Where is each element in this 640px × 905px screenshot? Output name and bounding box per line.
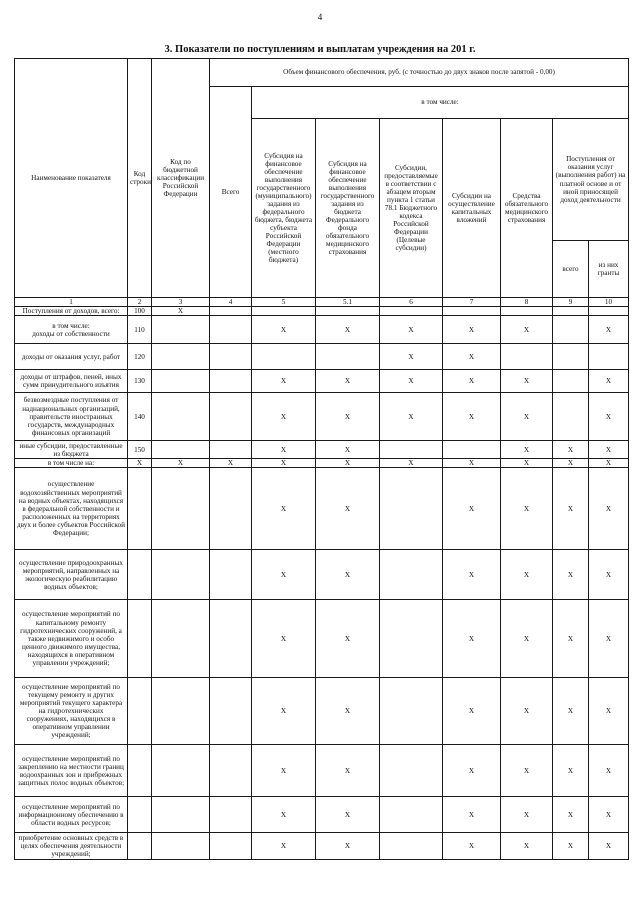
row-cell <box>380 550 443 600</box>
row-name: Поступления от доходов, всего: <box>15 307 128 316</box>
row-cell: X <box>316 600 380 678</box>
row-code <box>128 678 152 745</box>
row-cell <box>210 550 252 600</box>
row-cell: X <box>553 745 589 797</box>
row-cell <box>553 307 589 316</box>
row-cell: X <box>443 316 501 344</box>
row-cell <box>152 468 210 550</box>
row-cell <box>210 468 252 550</box>
row-cell: X <box>501 441 553 459</box>
row-cell <box>443 307 501 316</box>
row-cell: X <box>501 459 553 468</box>
page-number: 4 <box>317 12 323 22</box>
row-cell: X <box>152 307 210 316</box>
table-body <box>15 307 629 860</box>
row-cell: X <box>553 600 589 678</box>
row-cell: X <box>252 468 316 550</box>
header-subsidy-capital: Субсидии на осуществление капитальных вложений <box>443 119 501 298</box>
row-cell: X <box>589 468 629 550</box>
row-cell: X <box>443 344 501 370</box>
row-cell: X <box>589 797 629 833</box>
header-total: Всего <box>210 87 252 298</box>
row-cell: X <box>589 441 629 459</box>
row-cell <box>210 441 252 459</box>
row-code: X <box>128 459 152 468</box>
row-cell <box>152 370 210 393</box>
row-cell: X <box>501 550 553 600</box>
row-name: осуществление водохозяйственных мероприятий на водных объектах, находящихся в федеральной собственности и расположенных на территориях двух и более субъектов Российской Федерации; <box>15 468 128 550</box>
row-cell: X <box>252 370 316 393</box>
row-cell <box>152 441 210 459</box>
row-cell: X <box>316 550 380 600</box>
table-row <box>15 797 629 833</box>
row-cell <box>210 745 252 797</box>
row-cell: X <box>380 344 443 370</box>
row-cell <box>152 393 210 441</box>
row-code: 120 <box>128 344 152 370</box>
col-number: 6 <box>380 298 443 307</box>
row-cell: X <box>380 316 443 344</box>
row-cell <box>380 307 443 316</box>
row-cell <box>380 441 443 459</box>
row-cell <box>380 600 443 678</box>
row-cell <box>380 797 443 833</box>
row-cell <box>152 600 210 678</box>
table-row <box>15 550 629 600</box>
row-cell: X <box>316 833 380 860</box>
row-cell <box>210 307 252 316</box>
row-name: осуществление мероприятий по закреплению на местности границ водоохранных зон и прибрежных защитных полос водных объектов; <box>15 745 128 797</box>
row-name: осуществление мероприятий по информационному обеспечению в области водных ресурсов; <box>15 797 128 833</box>
row-code: 100 <box>128 307 152 316</box>
table-row <box>15 833 629 860</box>
row-code: 150 <box>128 441 152 459</box>
row-name: безвозмездные поступления от наднациональных организаций, правительств иностранных государств, международных финансовых организаций <box>15 393 128 441</box>
table-row <box>15 600 629 678</box>
header-paid-services: Поступления от оказания услуг (выполнения работ) на платной основе и от иной приносящей доход деятельности <box>553 119 629 241</box>
row-name: осуществление мероприятий по текущему ремонту и других мероприятий текущего характера на гидротехнических сооружениях, находящихся в оперативном управлении учреждений; <box>15 678 128 745</box>
row-cell: X <box>501 393 553 441</box>
page-title: 3. Показатели по поступлениям и выплатам учреждения на 201 г. <box>164 44 476 55</box>
row-cell <box>252 344 316 370</box>
row-cell: X <box>501 370 553 393</box>
table-row <box>15 307 629 316</box>
row-cell: X <box>152 459 210 468</box>
row-cell <box>152 745 210 797</box>
row-name: осуществление природоохранных мероприятий, направленных на экологическую реабилитацию водных объектов; <box>15 550 128 600</box>
row-name: иные субсидии, предоставленные из бюджета <box>15 441 128 459</box>
row-cell: X <box>553 833 589 860</box>
row-name: осуществление мероприятий по капитальному ремонту гидротехнических сооружений, а также недвижимого и особо ценного движимого имущества, находящихся в оперативном управлении учреждений; <box>15 600 128 678</box>
row-cell: X <box>443 678 501 745</box>
row-cell <box>210 370 252 393</box>
row-cell: X <box>443 550 501 600</box>
row-code <box>128 745 152 797</box>
row-cell <box>553 393 589 441</box>
row-name: доходы от штрафов, пеней, иных сумм принудительного изъятия <box>15 370 128 393</box>
row-cell <box>210 316 252 344</box>
col-number: 9 <box>553 298 589 307</box>
row-cell <box>380 833 443 860</box>
col-number: 4 <box>210 298 252 307</box>
row-cell: X <box>316 459 380 468</box>
row-cell <box>501 344 553 370</box>
row-cell: X <box>252 797 316 833</box>
table-row <box>15 678 629 745</box>
row-cell <box>553 370 589 393</box>
row-cell <box>380 745 443 797</box>
row-cell: X <box>443 393 501 441</box>
row-cell <box>152 678 210 745</box>
header-grants: из них гранты <box>589 241 629 298</box>
table-row <box>15 745 629 797</box>
row-cell: X <box>316 441 380 459</box>
header-subsidy-target: Субсидии, предоставляемые в соответствии с абзацем вторым пункта 1 статьи 78.1 Бюджетного кодекса Российской Федерации (Целевые субсидии) <box>380 119 443 298</box>
row-cell <box>380 468 443 550</box>
col-number: 5.1 <box>316 298 380 307</box>
row-cell: X <box>501 316 553 344</box>
row-code <box>128 550 152 600</box>
row-cell <box>210 678 252 745</box>
row-cell <box>210 797 252 833</box>
col-number: 1 <box>15 298 128 307</box>
row-cell: X <box>252 600 316 678</box>
row-cell: X <box>210 459 252 468</box>
row-cell: X <box>443 745 501 797</box>
row-name: доходы от оказания услуг, работ <box>15 344 128 370</box>
row-cell: X <box>553 678 589 745</box>
col-number: 8 <box>501 298 553 307</box>
col-number: 2 <box>128 298 152 307</box>
row-cell <box>553 316 589 344</box>
row-cell: X <box>252 393 316 441</box>
row-cell: X <box>380 393 443 441</box>
row-code: 130 <box>128 370 152 393</box>
row-cell <box>210 600 252 678</box>
header-volume: Объем финансового обеспечения, руб. (с точностью до двух знаков после запятой - 0,00) <box>210 59 629 87</box>
row-cell <box>210 393 252 441</box>
col-number: 5 <box>252 298 316 307</box>
row-code: 110 <box>128 316 152 344</box>
row-cell <box>589 344 629 370</box>
header-including: в том числе: <box>252 87 629 119</box>
row-cell: X <box>316 370 380 393</box>
row-cell <box>316 344 380 370</box>
table-row <box>15 344 629 370</box>
row-cell: X <box>443 797 501 833</box>
row-cell: X <box>589 459 629 468</box>
row-cell: X <box>380 459 443 468</box>
header-code: Код строки <box>128 59 152 298</box>
row-cell: X <box>443 370 501 393</box>
table-row <box>15 459 629 468</box>
row-cell: X <box>589 316 629 344</box>
row-cell: X <box>316 745 380 797</box>
row-cell: X <box>252 459 316 468</box>
row-cell: X <box>589 678 629 745</box>
row-code <box>128 600 152 678</box>
row-cell: X <box>501 600 553 678</box>
row-cell: X <box>501 745 553 797</box>
row-cell <box>152 797 210 833</box>
row-name: в том числе: доходы от собственности <box>15 316 128 344</box>
row-cell <box>589 307 629 316</box>
row-cell: X <box>589 370 629 393</box>
row-cell: X <box>252 745 316 797</box>
header-oms-funds: Средства обязательного медицинского страхования <box>501 119 553 298</box>
row-cell: X <box>553 441 589 459</box>
row-cell <box>152 550 210 600</box>
row-cell: X <box>316 678 380 745</box>
row-code <box>128 468 152 550</box>
row-cell: X <box>589 550 629 600</box>
row-cell: X <box>316 393 380 441</box>
row-cell: X <box>501 833 553 860</box>
row-cell <box>210 833 252 860</box>
header-subsidy-state: Субсидия на финансовое обеспечение выполнения государственного (муниципального) задания из федерального бюджета, бюджета субъекта Российской Федерации (местного бюджета) <box>252 119 316 298</box>
row-cell: X <box>443 468 501 550</box>
row-cell: X <box>443 600 501 678</box>
row-cell: X <box>316 316 380 344</box>
header-name: Наименование показателя <box>15 59 128 298</box>
header-budget-code: Код по бюджетной классификации Российской Федерации <box>152 59 210 298</box>
row-cell: X <box>553 550 589 600</box>
row-cell: X <box>553 468 589 550</box>
table-row <box>15 468 629 550</box>
row-name: в том числе на: <box>15 459 128 468</box>
row-cell <box>553 344 589 370</box>
row-cell <box>152 833 210 860</box>
header-paid-total: всего <box>553 241 589 298</box>
row-code <box>128 797 152 833</box>
col-number: 10 <box>589 298 629 307</box>
row-cell: X <box>252 833 316 860</box>
row-cell: X <box>589 393 629 441</box>
row-cell <box>252 307 316 316</box>
row-cell: X <box>316 797 380 833</box>
table-row <box>15 316 629 344</box>
table-row <box>15 441 629 459</box>
row-cell <box>152 344 210 370</box>
row-code: 140 <box>128 393 152 441</box>
row-cell: X <box>553 797 589 833</box>
row-name: приобретение основных средств в целях обеспечения деятельности учреждений; <box>15 833 128 860</box>
row-cell: X <box>553 459 589 468</box>
row-cell: X <box>501 678 553 745</box>
row-cell: X <box>252 550 316 600</box>
col-number: 3 <box>152 298 210 307</box>
row-cell <box>152 316 210 344</box>
row-cell: X <box>252 678 316 745</box>
column-numbers-row <box>15 298 629 307</box>
row-cell: X <box>316 468 380 550</box>
row-cell: X <box>589 600 629 678</box>
col-number: 7 <box>443 298 501 307</box>
row-cell: X <box>252 316 316 344</box>
row-cell <box>316 307 380 316</box>
row-cell: X <box>501 797 553 833</box>
row-cell: X <box>501 468 553 550</box>
table-row <box>15 393 629 441</box>
row-cell: X <box>252 441 316 459</box>
row-cell: X <box>589 745 629 797</box>
row-cell <box>210 344 252 370</box>
row-cell: X <box>589 833 629 860</box>
row-code <box>128 833 152 860</box>
row-cell: X <box>443 833 501 860</box>
row-cell <box>443 441 501 459</box>
indicators-table <box>14 58 629 860</box>
row-cell: X <box>380 370 443 393</box>
table-row <box>15 370 629 393</box>
row-cell <box>380 678 443 745</box>
row-cell: X <box>443 459 501 468</box>
header-subsidy-oms: Субсидия на финансовое обеспечение выполнения государственного задания из бюджета Федерального фонда обязательного медицинского страхования <box>316 119 380 298</box>
row-cell <box>501 307 553 316</box>
